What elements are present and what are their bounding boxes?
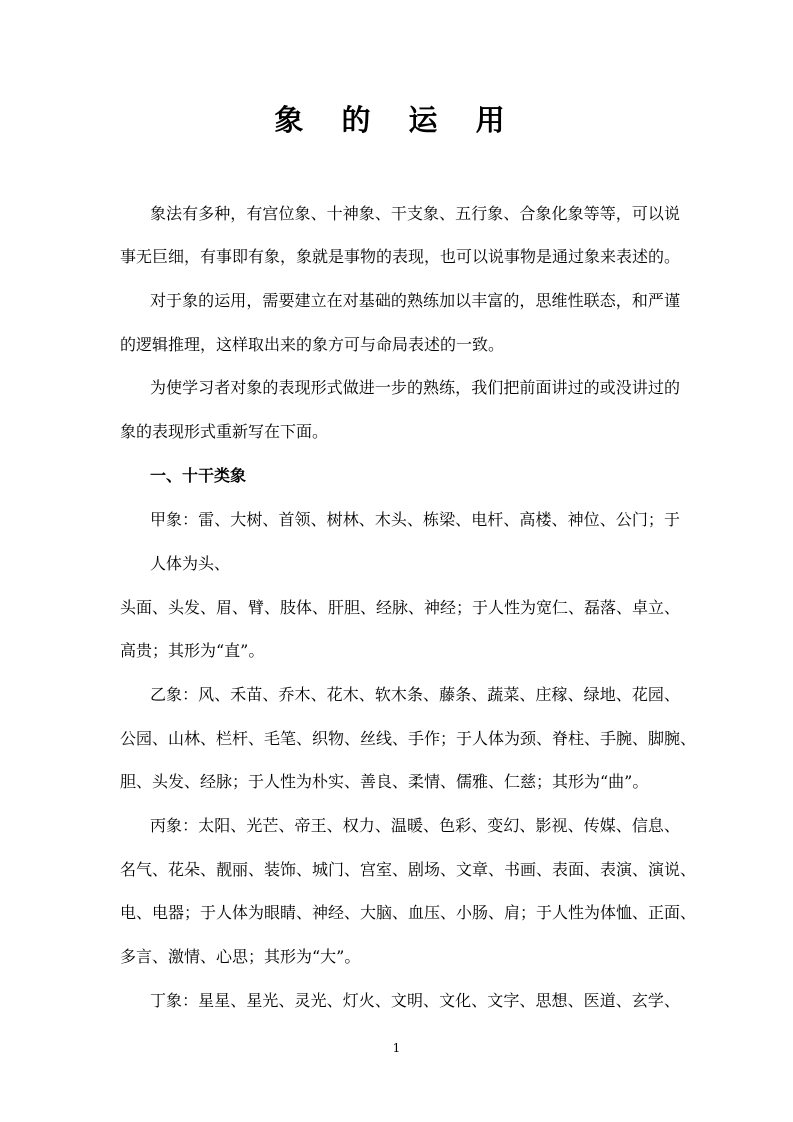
paragraph-line: 多言、激情、心思；其形为“大”。 xyxy=(120,947,361,966)
page-number: 1 xyxy=(392,1041,401,1055)
paragraph-line: 乙象：风、禾苗、乔木、花木、软木条、藤条、蔬菜、庄稼、绿地、花园、 xyxy=(150,685,680,704)
paragraph-line: 头面、头发、眉、臂、肢体、肝胆、经脉、神经；于人性为宽仁、磊落、卓立、 xyxy=(120,598,681,617)
paragraph-line: 对于象的运用，需要建立在对基础的熟练加以丰富的，思维性联态，和严谨 xyxy=(150,291,680,310)
paragraph-line: 电、电器；于人体为眼睛、神经、大脑、血压、小肠、肩；于人性为体恤、正面、 xyxy=(120,903,697,922)
paragraph-line: 丁象：星星、星光、灵光、灯火、文明、文化、文字、思想、医道、玄学、 xyxy=(150,991,680,1010)
paragraph-line: 象的表现形式重新写在下面。 xyxy=(120,422,329,441)
paragraph-line: 事无巨细，有事即有象，象就是事物的表现，也可以说事物是通过象来表述的。 xyxy=(120,247,681,266)
paragraph-line: 象法有多种，有宫位象、十神象、干支象、五行象、合象化象等等，可以说 xyxy=(150,204,680,223)
paragraph-line: 甲象：雷、大树、首领、树林、木头、栋梁、电杆、高楼、神位、公门；于 xyxy=(150,510,680,529)
paragraph-line: 名气、花朵、靓丽、装饰、城门、宫室、剧场、文章、书画、表面、表演、演说、 xyxy=(120,860,697,879)
paragraph-line: 公园、山林、栏杆、毛笔、织物、丝线、手作；于人体为颈、脊柱、手腕、脚腕、 xyxy=(120,729,697,748)
paragraph-line: 高贵；其形为“直”。 xyxy=(120,641,265,660)
paragraph-line: 为使学习者对象的表现形式做进一步的熟练，我们把前面讲过的或没讲过的 xyxy=(150,378,680,397)
page-title: 象 的 运 用 xyxy=(274,103,519,137)
paragraph-line: 人体为头、 xyxy=(150,554,231,573)
paragraph-line: 胆、头发、经脉；于人性为朴实、善良、柔情、儒雅、仁慈；其形为“曲”。 xyxy=(120,772,649,791)
paragraph-line: 的逻辑推理，这样取出来的象方可与命局表述的一致。 xyxy=(120,335,505,354)
section-heading: 一、十干类象 xyxy=(150,466,247,485)
paragraph-line: 丙象：太阳、光芒、帝王、权力、温暖、色彩、变幻、影视、传媒、信息、 xyxy=(150,816,680,835)
